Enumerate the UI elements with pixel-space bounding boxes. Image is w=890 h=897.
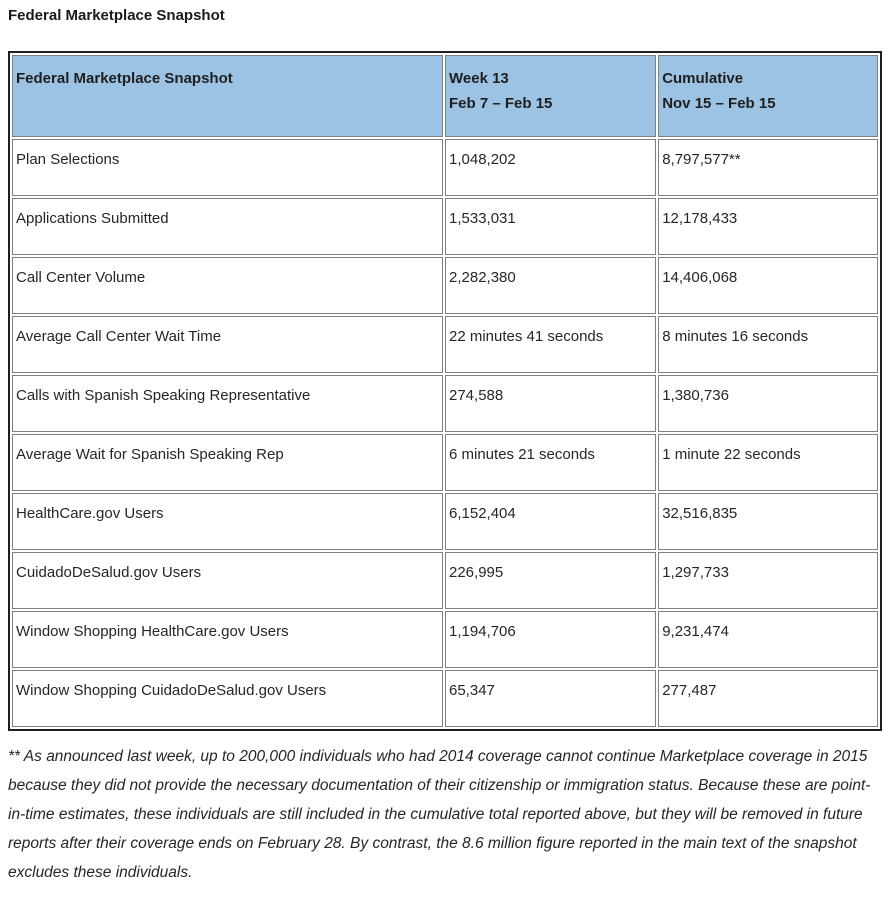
table-row — [12, 198, 878, 255]
week-value: 274,588 — [445, 375, 656, 432]
table-row — [12, 375, 878, 432]
page-title: Federal Marketplace Snapshot — [8, 7, 225, 24]
week-value: 1,194,706 — [445, 611, 656, 668]
column-header-cumulative — [658, 55, 878, 137]
federal-marketplace-snapshot-table — [8, 51, 882, 731]
week-value: 2,282,380 — [445, 257, 656, 314]
week-value: 1,533,031 — [445, 198, 656, 255]
cumulative-value: 12,178,433 — [658, 198, 878, 255]
cumulative-value: 32,516,835 — [658, 493, 878, 550]
metric-label: Average Call Center Wait Time — [12, 316, 443, 373]
column-header-week — [445, 55, 656, 137]
week-value: 1,048,202 — [445, 139, 656, 196]
metric-label: Plan Selections — [12, 139, 443, 196]
metric-label: Applications Submitted — [12, 198, 443, 255]
column-header-week-label: Week 13 — [449, 70, 509, 87]
metric-label: HealthCare.gov Users — [12, 493, 443, 550]
cumulative-value: 9,231,474 — [658, 611, 878, 668]
table-row — [12, 611, 878, 668]
column-header-week-range: Feb 7 – Feb 15 — [449, 95, 553, 112]
column-header-cumulative-label: Cumulative — [662, 70, 744, 87]
week-value: 22 minutes 41 seconds — [445, 316, 656, 373]
table-row — [12, 493, 878, 550]
metric-label: Window Shopping CuidadoDeSalud.gov Users — [12, 670, 443, 727]
week-value: 6 minutes 21 seconds — [445, 434, 656, 491]
metric-label: CuidadoDeSalud.gov Users — [12, 552, 443, 609]
cumulative-value: 14,406,068 — [658, 257, 878, 314]
footnote-text: ** As announced last week, up to 200,000 individuals who had 2014 coverage cannot continue Marketplace coverage in 2015 because they did not provide the necessary documentation of their citizenship or immigration status. Because these are point-in-time estimates, these individuals are still included in the cumulative total reported above, but they will be removed in future reports after their coverage ends on February 28. By contrast, the 8.6 million figure reported in the main text of the snapshot excludes these individuals. — [8, 748, 871, 881]
table-header-row — [12, 55, 878, 137]
cumulative-value: 1,380,736 — [658, 375, 878, 432]
week-value: 65,347 — [445, 670, 656, 727]
table-row — [12, 552, 878, 609]
cumulative-value: 277,487 — [658, 670, 878, 727]
table-row — [12, 434, 878, 491]
column-header-metric-label: Federal Marketplace Snapshot — [16, 70, 233, 87]
table-row — [12, 257, 878, 314]
metric-label: Average Wait for Spanish Speaking Rep — [12, 434, 443, 491]
cumulative-value: 1 minute 22 seconds — [658, 434, 878, 491]
metric-label: Calls with Spanish Speaking Representative — [12, 375, 443, 432]
cumulative-value: 8,797,577** — [658, 139, 878, 196]
metric-label: Call Center Volume — [12, 257, 443, 314]
column-header-cumulative-range: Nov 15 – Feb 15 — [662, 95, 776, 112]
cumulative-value: 1,297,733 — [658, 552, 878, 609]
column-header-metric — [12, 55, 443, 137]
week-value: 6,152,404 — [445, 493, 656, 550]
cumulative-value: 8 minutes 16 seconds — [658, 316, 878, 373]
table-body — [12, 139, 878, 727]
table-row — [12, 670, 878, 727]
week-value: 226,995 — [445, 552, 656, 609]
table-row — [12, 139, 878, 196]
table-row — [12, 316, 878, 373]
metric-label: Window Shopping HealthCare.gov Users — [12, 611, 443, 668]
